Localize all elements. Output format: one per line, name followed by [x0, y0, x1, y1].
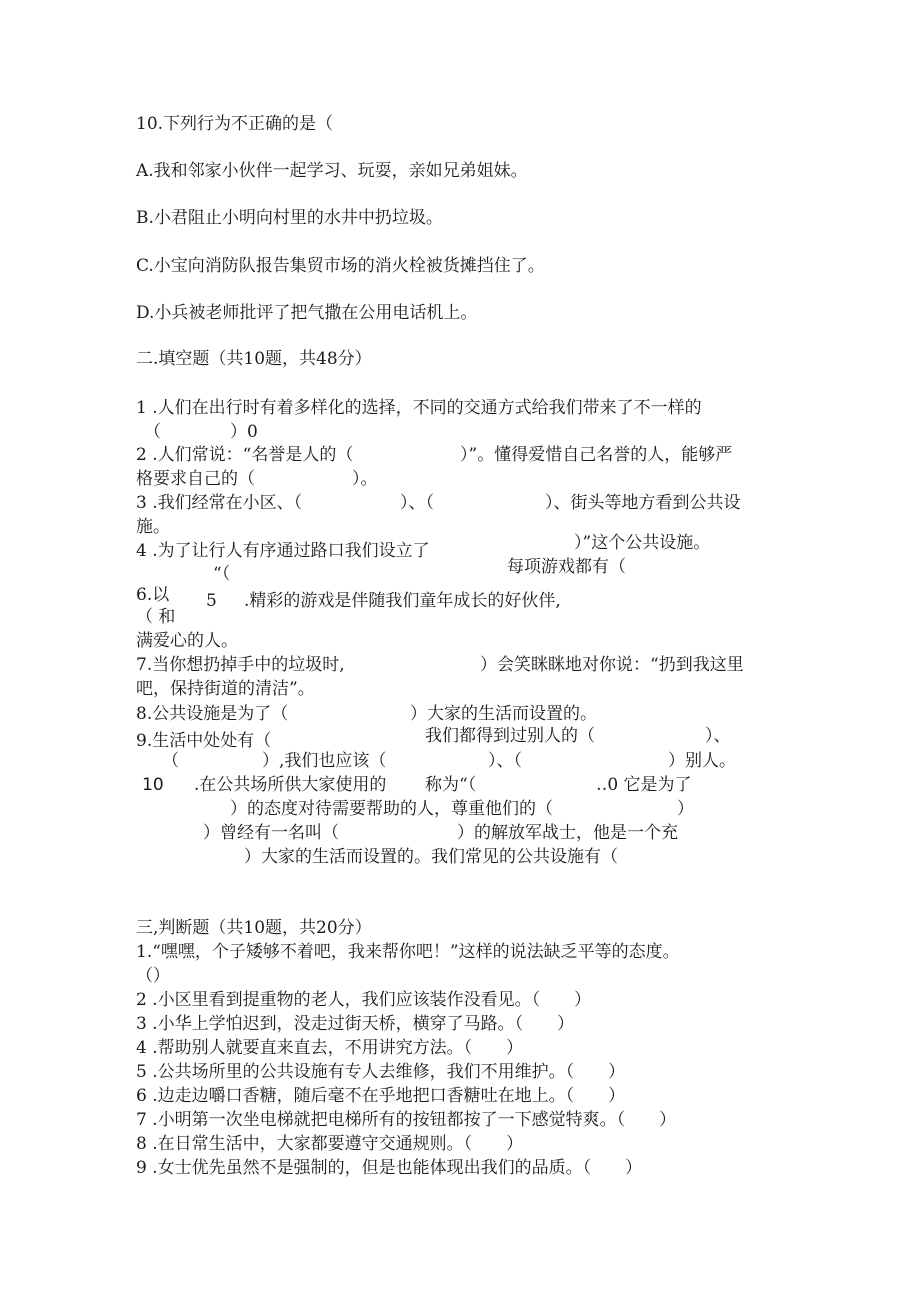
fill-section-header: 二.填空题（共10题，共48分） — [136, 349, 372, 369]
fill-q10-part7: ）的解放军战士，他是一个充 — [457, 823, 678, 843]
judge-item-8: 8 .在日常生活中，大家都要遵守交通规则。（ ） — [136, 1134, 524, 1154]
mc-option-b: B.小君阻止小明向村里的水井中扔垃圾。 — [136, 208, 443, 228]
fill-q8-part2: ）大家的生活而设置的。 — [410, 704, 597, 724]
judge-item-1: 1.“嘿嘿，个子矮够不着吧，我来帮你吧！”这样的说法缺乏平等的态度。 — [136, 942, 680, 962]
fill-q4-part3: “（ — [213, 564, 231, 584]
mc-option-d: D.小兵被老师批评了把气撒在公用电话机上。 — [136, 303, 478, 323]
fill-q10-part5: ） — [677, 799, 694, 819]
judge-item-9: 9 .女士优先虽然不是强制的，但是也能体现出我们的品质。（ ） — [136, 1158, 643, 1178]
fill-q7-part2: ）会笑眯眯地对你说：“扔到我这里 — [480, 655, 744, 675]
fill-q5-number: 5 — [206, 591, 217, 611]
judge-item-6: 6 .边走边嚼口香糖，随后毫不在乎地把口香糖吐在地上。（ ） — [136, 1086, 626, 1106]
fill-q10-part2: 称为“（ — [425, 775, 477, 795]
fill-q10-part3: ‥0 它是为了 — [596, 775, 692, 795]
fill-q8-part1: 8.公共设施是为了（ — [136, 704, 289, 724]
fill-q2-part3: 格要求自己的（ — [136, 469, 255, 489]
fill-q10-number: 10 — [142, 775, 164, 795]
fill-q6-part2: （ 和 — [136, 607, 176, 627]
fill-q4-part1: 4 .为了让行人有序通过路口我们设立了 — [136, 541, 430, 561]
fill-q9-part2: 我们都得到过别人的（ — [425, 726, 595, 746]
fill-q9-part7: ）别人。 — [668, 751, 736, 771]
fill-q10-part4: ）的态度对待需要帮助的人，尊重他们的（ — [230, 799, 553, 819]
fill-q9-part4: （ — [162, 751, 179, 771]
fill-q6-part3: 满爱心的人。 — [136, 631, 238, 651]
fill-q2-part2: ）”。懂得爱惜自己名誉的人，能够严 — [460, 445, 733, 465]
fill-q3-part2: ）、（ — [400, 493, 434, 513]
fill-q5-part1: 每项游戏都有（ — [507, 557, 626, 577]
mc-option-c: C.小宝向消防队报告集贸市场的消火栓被货摊挡住了。 — [136, 256, 545, 276]
fill-q10-part8: ）大家的生活而设置的。我们常见的公共设施有（ — [244, 847, 618, 867]
fill-q1-open-paren: （ — [144, 422, 161, 442]
fill-q9-part5: ）,我们也应该（ — [262, 751, 387, 771]
fill-q2-part1: 2 .人们常说：“名誉是人的（ — [136, 445, 354, 465]
fill-q3-part4: 施。 — [136, 517, 170, 537]
judge-item-2: 2 .小区里看到提重物的老人，我们应该装作没看见。（ ） — [136, 990, 592, 1010]
fill-q7-part1: 7.当你想扔掉手中的垃圾时, — [136, 655, 345, 675]
judge-item-5: 5 .公共场所里的公共设施有专人去维修，我们不用维护。（ ） — [136, 1062, 626, 1082]
fill-q9-part1: 9.生活中处处有（ — [136, 731, 272, 751]
fill-q6-part1: 6.以 — [136, 585, 170, 605]
judge-item-1-paren: （） — [136, 966, 170, 986]
fill-q2-part4: ）。 — [352, 469, 378, 489]
fill-q9-part6: ）、（ — [488, 751, 522, 771]
fill-q3-part3: ）、街头等地方看到公共设 — [545, 493, 741, 513]
fill-q7-part3: 吧，保持街道的清洁”。 — [136, 679, 315, 699]
fill-q3-part1: 3 .我们经常在小区、（ — [136, 493, 303, 513]
fill-q5-part2: .精彩的游戏是伴随我们童年成长的好伙伴, — [244, 591, 561, 611]
judge-item-3: 3 .小华上学怕迟到，没走过街天桥，横穿了马路。（ ） — [136, 1014, 575, 1034]
fill-q10-part1: .在公共场所供大家使用的 — [194, 775, 387, 795]
judge-item-4: 4 .帮助别人就要直来直去，不用讲究方法。（ ） — [136, 1038, 524, 1058]
fill-q1-line1: 1 .人们在出行时有着多样化的选择，不同的交通方式给我们带来了不一样的 — [136, 398, 702, 418]
fill-q4-part2: ）”这个公共设施。 — [574, 533, 711, 553]
judge-item-7: 7 .小明第一次坐电梯就把电梯所有的按钮都按了一下感觉特爽。（ ） — [136, 1110, 677, 1130]
fill-q10-part6: ）曾经有一名叫（ — [203, 823, 339, 843]
fill-q9-part3: ）、 — [705, 726, 731, 746]
fill-q1-close: ）0 — [230, 422, 258, 442]
mc-option-a: A.我和邻家小伙伴一起学习、玩耍，亲如兄弟姐妹。 — [136, 161, 528, 181]
judge-section-header: 三,判断题（共10题，共20分） — [136, 918, 372, 938]
mc-question-10-stem: 10.下列行为不正确的是（ — [136, 114, 334, 134]
